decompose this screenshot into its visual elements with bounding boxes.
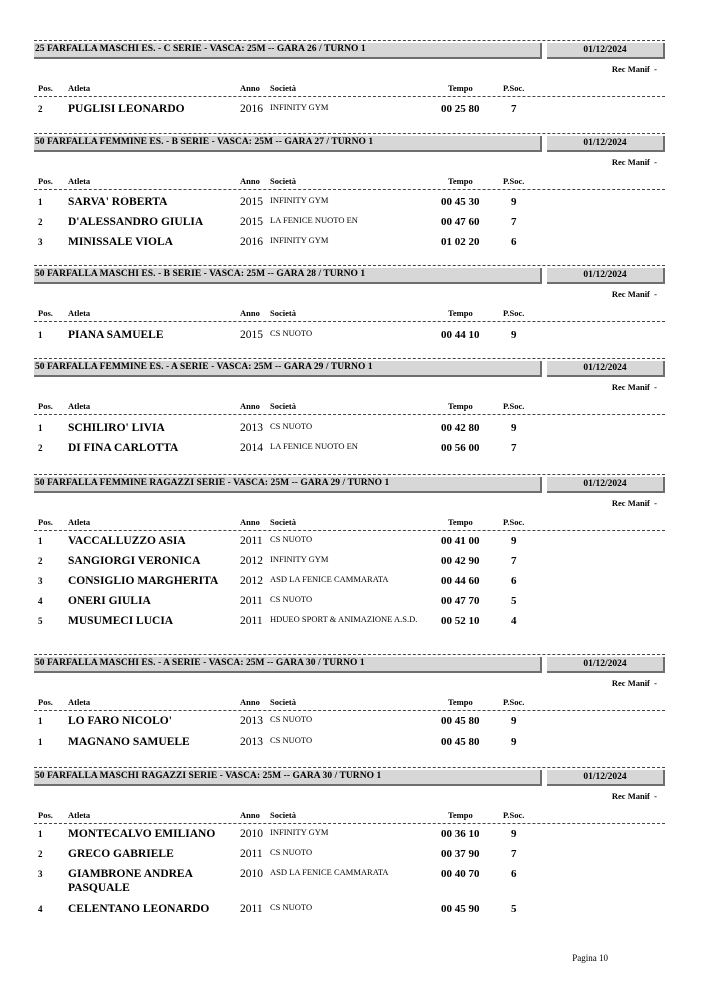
birth-year: 2016 bbox=[240, 236, 263, 248]
column-header-atleta: Atleta bbox=[68, 810, 91, 820]
team-points: 9 bbox=[511, 715, 517, 727]
team-name: CS NUOTO bbox=[270, 328, 313, 338]
column-header-tempo: Tempo bbox=[448, 697, 473, 707]
athlete-name: SANGIORGI VERONICA bbox=[68, 555, 201, 567]
record-value: - bbox=[654, 64, 657, 74]
event-title: 50 FARFALLA MASCHI ES. - B SERIE - VASCA: 25M -- GARA 28 / TURNO 1 bbox=[35, 269, 366, 279]
team-name: INFINITY GYM bbox=[270, 102, 329, 112]
result-position: 2 bbox=[38, 443, 43, 453]
event-header bbox=[34, 268, 542, 284]
divider bbox=[34, 133, 665, 134]
team-points: 9 bbox=[511, 535, 517, 547]
divider bbox=[34, 265, 665, 266]
divider bbox=[34, 40, 665, 41]
birth-year: 2014 bbox=[240, 442, 263, 454]
team-name: ASD LA FENICE CAMMARATA bbox=[270, 574, 389, 584]
event-header bbox=[34, 136, 542, 152]
record-label bbox=[560, 678, 657, 688]
race-time: 00 45 90 bbox=[441, 903, 480, 915]
team-name: INFINITY GYM bbox=[270, 195, 329, 205]
athlete-name: MUSUMECI LUCIA bbox=[68, 615, 174, 627]
race-time: 01 02 20 bbox=[441, 236, 480, 248]
record-value: - bbox=[654, 791, 657, 801]
event-date: 01/12/2024 bbox=[547, 477, 665, 493]
race-time: 00 45 80 bbox=[441, 736, 480, 748]
result-position: 1 bbox=[38, 423, 43, 433]
column-divider bbox=[34, 530, 665, 531]
record-value: - bbox=[654, 157, 657, 167]
record-label bbox=[560, 64, 657, 74]
birth-year: 2011 bbox=[240, 615, 263, 627]
result-position: 2 bbox=[38, 104, 43, 114]
column-header-societa: Società bbox=[270, 83, 296, 93]
race-time: 00 40 70 bbox=[441, 868, 480, 880]
divider bbox=[34, 474, 665, 475]
column-header-atleta: Atleta bbox=[68, 697, 91, 707]
event-header bbox=[34, 477, 542, 493]
column-header-anno: Anno bbox=[240, 176, 260, 186]
result-position: 1 bbox=[38, 197, 43, 207]
race-time: 00 41 00 bbox=[441, 535, 480, 547]
birth-year: 2012 bbox=[240, 575, 263, 587]
team-points: 9 bbox=[511, 828, 517, 840]
record-label-text: Rec Manif bbox=[611, 498, 650, 508]
divider bbox=[34, 767, 665, 768]
athlete-name: VACCALLUZZO ASIA bbox=[68, 535, 186, 547]
column-header-pos: Pos. bbox=[38, 810, 53, 820]
column-divider bbox=[34, 321, 665, 322]
team-points: 7 bbox=[511, 103, 517, 115]
event-title: 50 FARFALLA FEMMINE RAGAZZI SERIE - VASCA: 25M -- GARA 29 / TURNO 1 bbox=[35, 478, 390, 488]
column-header-atleta: Atleta bbox=[68, 308, 91, 318]
record-label bbox=[560, 157, 657, 167]
event-header bbox=[34, 361, 542, 377]
column-header-anno: Anno bbox=[240, 697, 260, 707]
result-position: 1 bbox=[38, 737, 43, 747]
column-header-societa: Società bbox=[270, 697, 296, 707]
event-title: 50 FARFALLA MASCHI ES. - A SERIE - VASCA: 25M -- GARA 30 / TURNO 1 bbox=[35, 658, 365, 668]
result-position: 1 bbox=[38, 829, 43, 839]
race-time: 00 44 10 bbox=[441, 329, 480, 341]
race-time: 00 56 00 bbox=[441, 442, 480, 454]
event-date: 01/12/2024 bbox=[547, 136, 665, 152]
column-header-anno: Anno bbox=[240, 308, 260, 318]
result-position: 4 bbox=[38, 596, 43, 606]
athlete-name: CONSIGLIO MARGHERITA bbox=[68, 575, 219, 587]
record-label bbox=[560, 791, 657, 801]
column-header-psoc: P.Soc. bbox=[503, 83, 525, 93]
event-title: 50 FARFALLA FEMMINE ES. - A SERIE - VASCA: 25M -- GARA 29 / TURNO 1 bbox=[35, 362, 373, 372]
birth-year: 2015 bbox=[240, 196, 263, 208]
column-header-anno: Anno bbox=[240, 810, 260, 820]
team-points: 5 bbox=[511, 595, 517, 607]
result-position: 2 bbox=[38, 556, 43, 566]
team-name: CS NUOTO bbox=[270, 594, 313, 604]
team-points: 9 bbox=[511, 736, 517, 748]
race-time: 00 47 60 bbox=[441, 216, 480, 228]
athlete-name: LO FARO NICOLO' bbox=[68, 715, 172, 727]
team-name: CS NUOTO bbox=[270, 421, 313, 431]
record-value: - bbox=[654, 678, 657, 688]
event-date: 01/12/2024 bbox=[547, 770, 665, 786]
column-header-psoc: P.Soc. bbox=[503, 401, 525, 411]
column-divider bbox=[34, 414, 665, 415]
result-position: 4 bbox=[38, 904, 43, 914]
team-name: CS NUOTO bbox=[270, 847, 313, 857]
race-time: 00 44 60 bbox=[441, 575, 480, 587]
race-time: 00 42 90 bbox=[441, 555, 480, 567]
team-name: ASD LA FENICE CAMMARATA bbox=[270, 867, 389, 877]
record-value: - bbox=[654, 289, 657, 299]
record-label bbox=[560, 382, 657, 392]
record-label bbox=[560, 498, 657, 508]
team-name: INFINITY GYM bbox=[270, 827, 329, 837]
team-points: 9 bbox=[511, 329, 517, 341]
race-time: 00 37 90 bbox=[441, 848, 480, 860]
column-header-tempo: Tempo bbox=[448, 176, 473, 186]
athlete-name: PIANA SAMUELE bbox=[68, 329, 164, 341]
column-header-atleta: Atleta bbox=[68, 401, 91, 411]
event-date: 01/12/2024 bbox=[547, 361, 665, 377]
column-header-psoc: P.Soc. bbox=[503, 308, 525, 318]
athlete-name: MONTECALVO EMILIANO bbox=[68, 828, 216, 840]
team-points: 7 bbox=[511, 555, 517, 567]
column-header-societa: Società bbox=[270, 176, 296, 186]
event-header bbox=[34, 657, 542, 673]
divider bbox=[34, 358, 665, 359]
athlete-name: GIAMBRONE ANDREA PASQUALE bbox=[68, 868, 193, 894]
team-name: HDUEO SPORT & ANIMAZIONE A.S.D. bbox=[270, 614, 418, 624]
team-name: INFINITY GYM bbox=[270, 554, 329, 564]
column-header-pos: Pos. bbox=[38, 308, 53, 318]
column-header-atleta: Atleta bbox=[68, 517, 91, 527]
column-header-tempo: Tempo bbox=[448, 308, 473, 318]
team-name: CS NUOTO bbox=[270, 735, 313, 745]
birth-year: 2012 bbox=[240, 555, 263, 567]
record-label-text: Rec Manif bbox=[611, 64, 650, 74]
team-points: 6 bbox=[511, 575, 517, 587]
birth-year: 2011 bbox=[240, 535, 263, 547]
column-header-societa: Società bbox=[270, 308, 296, 318]
column-divider bbox=[34, 823, 665, 824]
divider bbox=[34, 654, 665, 655]
event-title: 25 FARFALLA MASCHI ES. - C SERIE - VASCA: 25M -- GARA 26 / TURNO 1 bbox=[35, 44, 366, 54]
record-label bbox=[560, 289, 657, 299]
athlete-name: D'ALESSANDRO GIULIA bbox=[68, 216, 204, 228]
event-date: 01/12/2024 bbox=[547, 43, 665, 59]
event-title: 50 FARFALLA MASCHI RAGAZZI SERIE - VASCA: 25M -- GARA 30 / TURNO 1 bbox=[35, 771, 382, 781]
team-points: 9 bbox=[511, 196, 517, 208]
event-title: 50 FARFALLA FEMMINE ES. - B SERIE - VASCA: 25M -- GARA 27 / TURNO 1 bbox=[35, 137, 374, 147]
team-name: CS NUOTO bbox=[270, 714, 313, 724]
column-header-pos: Pos. bbox=[38, 83, 53, 93]
birth-year: 2010 bbox=[240, 828, 263, 840]
race-time: 00 45 80 bbox=[441, 715, 480, 727]
record-label-text: Rec Manif bbox=[611, 157, 650, 167]
record-label-text: Rec Manif bbox=[611, 791, 650, 801]
column-header-tempo: Tempo bbox=[448, 83, 473, 93]
column-header-tempo: Tempo bbox=[448, 401, 473, 411]
team-points: 6 bbox=[511, 236, 517, 248]
birth-year: 2015 bbox=[240, 216, 263, 228]
result-position: 3 bbox=[38, 869, 43, 879]
race-time: 00 25 80 bbox=[441, 103, 480, 115]
column-header-pos: Pos. bbox=[38, 176, 53, 186]
record-label-text: Rec Manif bbox=[611, 382, 650, 392]
column-header-anno: Anno bbox=[240, 401, 260, 411]
column-header-tempo: Tempo bbox=[448, 517, 473, 527]
team-points: 7 bbox=[511, 216, 517, 228]
event-date: 01/12/2024 bbox=[547, 268, 665, 284]
athlete-name: SCHILIRO' LIVIA bbox=[68, 422, 165, 434]
record-value: - bbox=[654, 498, 657, 508]
column-header-psoc: P.Soc. bbox=[503, 517, 525, 527]
athlete-name: SARVA' ROBERTA bbox=[68, 196, 168, 208]
birth-year: 2011 bbox=[240, 595, 263, 607]
team-name: CS NUOTO bbox=[270, 534, 313, 544]
column-header-societa: Società bbox=[270, 401, 296, 411]
birth-year: 2013 bbox=[240, 736, 263, 748]
column-header-pos: Pos. bbox=[38, 401, 53, 411]
athlete-name: ONERI GIULIA bbox=[68, 595, 151, 607]
result-position: 5 bbox=[38, 616, 43, 626]
athlete-name: DI FINA CARLOTTA bbox=[68, 442, 179, 454]
team-points: 6 bbox=[511, 868, 517, 880]
column-header-pos: Pos. bbox=[38, 697, 53, 707]
birth-year: 2013 bbox=[240, 422, 263, 434]
result-position: 2 bbox=[38, 849, 43, 859]
column-header-atleta: Atleta bbox=[68, 83, 91, 93]
team-points: 4 bbox=[511, 615, 517, 627]
result-position: 2 bbox=[38, 217, 43, 227]
team-points: 7 bbox=[511, 442, 517, 454]
team-name: LA FENICE NUOTO EN bbox=[270, 215, 358, 225]
column-divider bbox=[34, 189, 665, 190]
race-time: 00 45 30 bbox=[441, 196, 480, 208]
column-divider bbox=[34, 710, 665, 711]
column-header-psoc: P.Soc. bbox=[503, 176, 525, 186]
team-name: LA FENICE NUOTO EN bbox=[270, 441, 358, 451]
race-time: 00 36 10 bbox=[441, 828, 480, 840]
column-header-psoc: P.Soc. bbox=[503, 697, 525, 707]
column-header-anno: Anno bbox=[240, 517, 260, 527]
result-position: 3 bbox=[38, 576, 43, 586]
record-label-text: Rec Manif bbox=[611, 678, 650, 688]
race-time: 00 42 80 bbox=[441, 422, 480, 434]
record-label-text: Rec Manif bbox=[611, 289, 650, 299]
team-points: 7 bbox=[511, 848, 517, 860]
team-name: INFINITY GYM bbox=[270, 235, 329, 245]
event-header bbox=[34, 43, 542, 59]
column-header-pos: Pos. bbox=[38, 517, 53, 527]
record-value: - bbox=[654, 382, 657, 392]
race-time: 00 47 70 bbox=[441, 595, 480, 607]
birth-year: 2010 bbox=[240, 868, 263, 880]
athlete-name: GRECO GABRIELE bbox=[68, 848, 174, 860]
athlete-name: MINISSALE VIOLA bbox=[68, 236, 173, 248]
result-position: 1 bbox=[38, 536, 43, 546]
team-points: 9 bbox=[511, 422, 517, 434]
result-position: 1 bbox=[38, 716, 43, 726]
result-position: 1 bbox=[38, 330, 43, 340]
birth-year: 2015 bbox=[240, 329, 263, 341]
result-position: 3 bbox=[38, 237, 43, 247]
column-header-societa: Società bbox=[270, 810, 296, 820]
event-date: 01/12/2024 bbox=[547, 657, 665, 673]
column-header-psoc: P.Soc. bbox=[503, 810, 525, 820]
column-header-tempo: Tempo bbox=[448, 810, 473, 820]
birth-year: 2016 bbox=[240, 103, 263, 115]
column-divider bbox=[34, 96, 665, 97]
athlete-name: PUGLISI LEONARDO bbox=[68, 103, 185, 115]
birth-year: 2011 bbox=[240, 848, 263, 860]
column-header-anno: Anno bbox=[240, 83, 260, 93]
event-header bbox=[34, 770, 542, 786]
athlete-name: CELENTANO LEONARDO bbox=[68, 903, 210, 915]
birth-year: 2013 bbox=[240, 715, 263, 727]
column-header-societa: Società bbox=[270, 517, 296, 527]
column-header-atleta: Atleta bbox=[68, 176, 91, 186]
race-time: 00 52 10 bbox=[441, 615, 480, 627]
athlete-name: MAGNANO SAMUELE bbox=[68, 736, 190, 748]
page-number: Pagina 10 bbox=[572, 953, 608, 963]
team-points: 5 bbox=[511, 903, 517, 915]
team-name: CS NUOTO bbox=[270, 902, 313, 912]
birth-year: 2011 bbox=[240, 903, 263, 915]
